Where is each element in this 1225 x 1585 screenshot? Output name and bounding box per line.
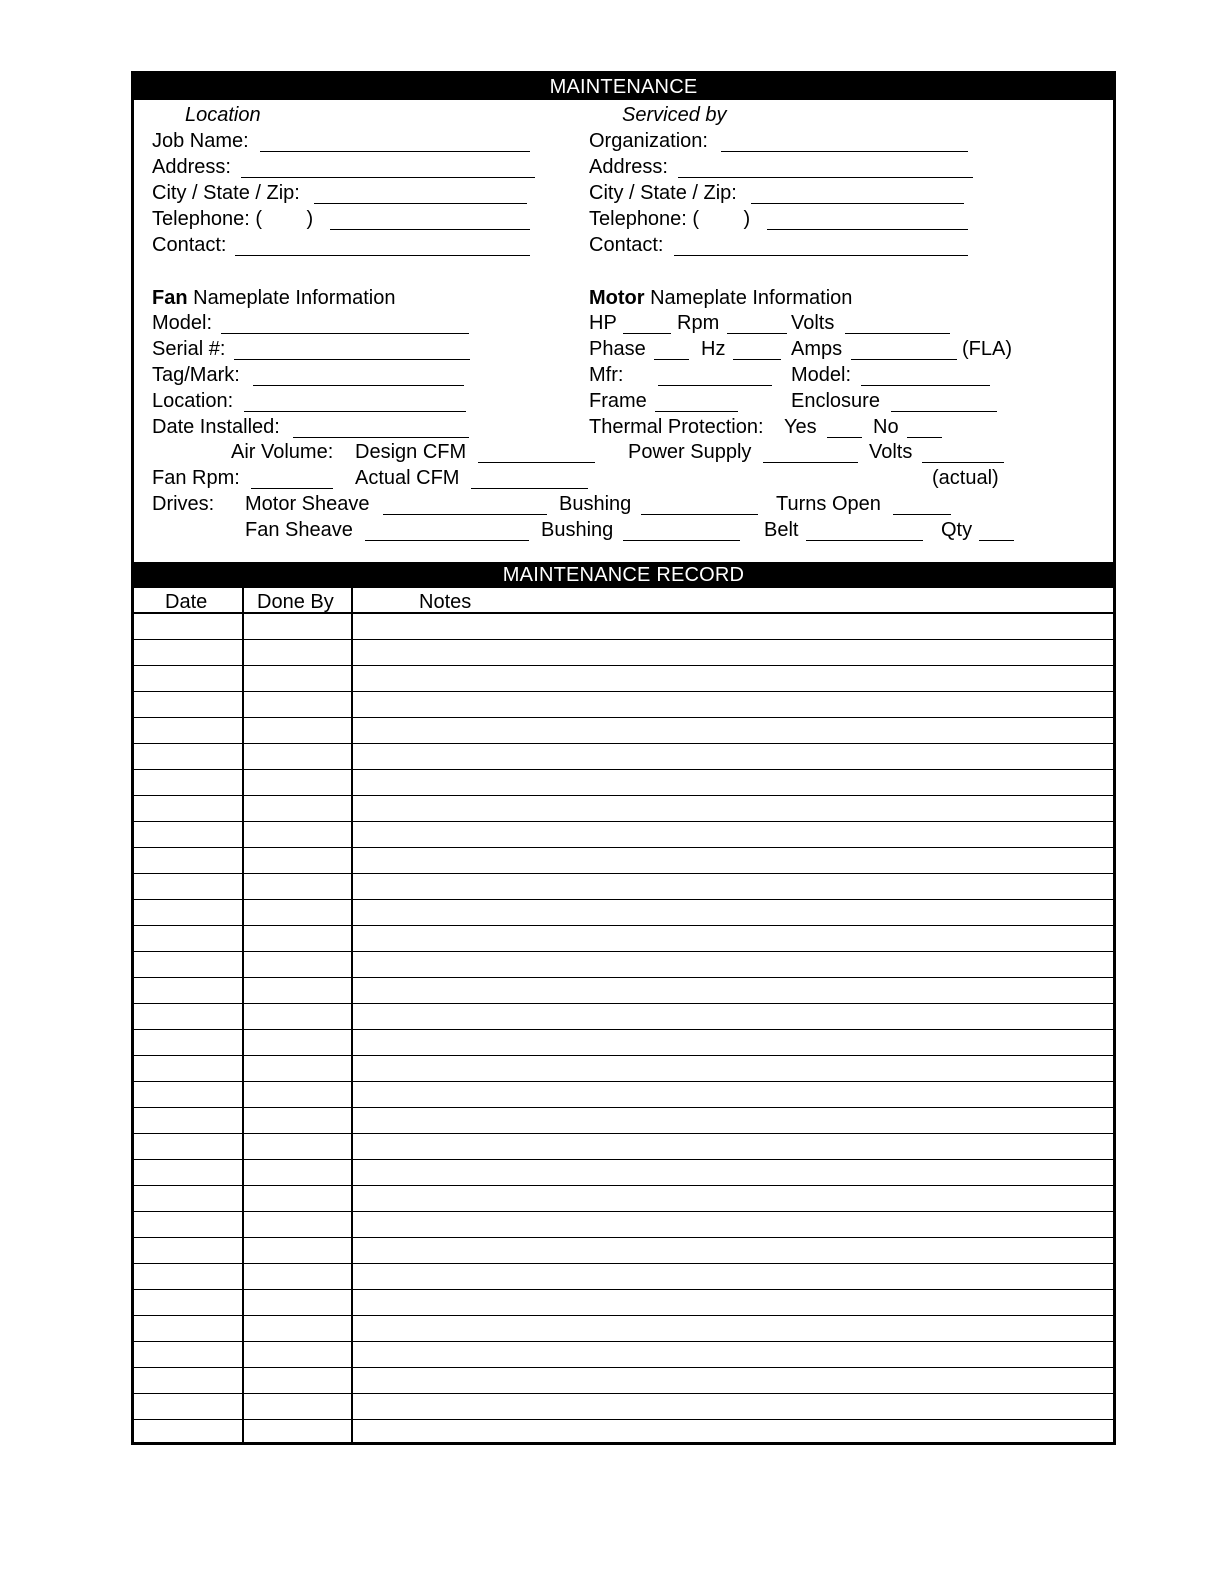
column-header-done-by: Done By (257, 591, 334, 613)
fla-label: (FLA) (962, 338, 1012, 360)
maintenance-form (131, 71, 1116, 1445)
service-city-label: City / State / Zip: (589, 182, 737, 204)
table-row[interactable] (134, 1108, 1113, 1134)
design-cfm-field[interactable] (478, 462, 595, 463)
motor-nameplate-heading (589, 287, 852, 309)
table-row[interactable] (134, 952, 1113, 978)
turns-open-label: Turns Open (776, 493, 881, 515)
table-row[interactable] (134, 1290, 1113, 1316)
fan-rpm-field[interactable] (251, 488, 333, 489)
hp-field[interactable] (623, 333, 671, 334)
fan-sheave-label: Fan Sheave (245, 519, 353, 541)
table-row[interactable] (134, 1186, 1113, 1212)
table-row[interactable] (134, 666, 1113, 692)
table-row[interactable] (134, 770, 1113, 796)
motor-heading-rest: Nameplate Information (644, 287, 853, 309)
table-row[interactable] (134, 1316, 1113, 1342)
table-row[interactable] (134, 1134, 1113, 1160)
mfr-label: Mfr: (589, 364, 624, 386)
frame-label: Frame (589, 390, 647, 412)
maintenance-header: MAINTENANCE (134, 74, 1113, 100)
serial-field[interactable] (234, 359, 470, 360)
volts-label: Volts (791, 312, 835, 334)
motor-heading-bold: Motor (589, 287, 645, 309)
bushing-1-field[interactable] (641, 514, 758, 515)
table-row[interactable] (134, 874, 1113, 900)
table-row[interactable] (134, 1420, 1113, 1446)
table-row[interactable] (134, 978, 1113, 1004)
enclosure-label: Enclosure (791, 390, 880, 412)
belt-label: Belt (764, 519, 799, 541)
qty-label: Qty (941, 519, 973, 541)
service-address-field[interactable] (678, 177, 973, 178)
power-supply-label: Power Supply (628, 441, 752, 463)
thermal-protection-label: Thermal Protection: (589, 416, 764, 438)
power-volts-field[interactable] (922, 462, 1004, 463)
location-heading: Location (185, 104, 261, 126)
column-header-date: Date (165, 591, 208, 613)
actual-cfm-field[interactable] (471, 488, 588, 489)
thermal-yes-field[interactable] (827, 437, 862, 438)
thermal-yes-label: Yes (784, 416, 817, 438)
table-row[interactable] (134, 1082, 1113, 1108)
motor-model-label: Model: (791, 364, 852, 386)
maintenance-record-header: MAINTENANCE RECORD (134, 562, 1113, 588)
fan-sheave-field[interactable] (365, 540, 529, 541)
motor-sheave-field[interactable] (383, 514, 547, 515)
fan-heading-bold: Fan (152, 287, 188, 309)
turns-open-field[interactable] (893, 514, 951, 515)
table-row[interactable] (134, 796, 1113, 822)
table-row[interactable] (134, 900, 1113, 926)
service-telephone-field[interactable] (767, 229, 968, 230)
amps-field[interactable] (851, 359, 957, 360)
hp-label: HP (589, 312, 617, 334)
bushing-2-label: Bushing (541, 519, 614, 541)
hz-field[interactable] (733, 359, 781, 360)
date-installed-field[interactable] (293, 437, 469, 438)
table-row[interactable] (134, 848, 1113, 874)
volts-field[interactable] (845, 333, 950, 334)
table-row[interactable] (134, 1004, 1113, 1030)
drives-label: Drives: (152, 493, 215, 515)
fan-rpm-label: Fan Rpm: (152, 467, 240, 489)
table-row[interactable] (134, 1056, 1113, 1082)
table-row[interactable] (134, 822, 1113, 848)
power-supply-field[interactable] (763, 462, 858, 463)
fan-model-label: Model: (152, 312, 213, 334)
thermal-no-field[interactable] (907, 437, 942, 438)
location-telephone-field[interactable] (330, 229, 530, 230)
mfr-field[interactable] (658, 385, 772, 386)
fan-location-field[interactable] (244, 411, 466, 412)
fan-nameplate-heading (152, 287, 395, 309)
table-row[interactable] (134, 1212, 1113, 1238)
table-row[interactable] (134, 692, 1113, 718)
job-name-label: Job Name: (152, 130, 249, 152)
service-contact-field[interactable] (674, 255, 968, 256)
fan-location-label: Location: (152, 390, 234, 412)
service-city-field[interactable] (751, 203, 964, 204)
location-telephone-label: Telephone: ( ) (152, 208, 314, 230)
fan-heading-rest: Nameplate Information (187, 287, 396, 309)
service-address-label: Address: (589, 156, 668, 178)
maintenance-record-rows (134, 614, 1113, 1446)
table-row[interactable] (134, 1342, 1113, 1368)
organization-field[interactable] (721, 151, 968, 152)
location-city-field[interactable] (314, 203, 527, 204)
hz-label: Hz (701, 338, 726, 360)
phase-field[interactable] (654, 359, 689, 360)
tag-mark-field[interactable] (253, 385, 464, 386)
service-contact-label: Contact: (589, 234, 664, 256)
location-city-label: City / State / Zip: (152, 182, 300, 204)
rpm-label: Rpm (677, 312, 720, 334)
qty-field[interactable] (979, 540, 1014, 541)
table-row[interactable] (134, 718, 1113, 744)
table-row[interactable] (134, 1368, 1113, 1394)
table-row[interactable] (134, 614, 1113, 640)
serviced-by-heading: Serviced by (622, 104, 727, 126)
frame-field[interactable] (655, 411, 738, 412)
amps-label: Amps (791, 338, 843, 360)
location-address-field[interactable] (241, 177, 535, 178)
bushing-1-label: Bushing (559, 493, 632, 515)
fan-model-field[interactable] (221, 333, 469, 334)
power-volts-label: Volts (869, 441, 913, 463)
table-row[interactable] (134, 640, 1113, 666)
tag-mark-label: Tag/Mark: (152, 364, 240, 386)
table-row[interactable] (134, 1030, 1113, 1056)
actual-label: (actual) (932, 467, 999, 489)
bushing-2-field[interactable] (623, 540, 740, 541)
table-row[interactable] (134, 1238, 1113, 1264)
thermal-no-label: No (873, 416, 899, 438)
column-header-notes: Notes (419, 591, 472, 613)
phase-label: Phase (589, 338, 646, 360)
design-cfm-label: Design CFM (355, 441, 467, 463)
location-contact-label: Contact: (152, 234, 227, 256)
actual-cfm-label: Actual CFM (355, 467, 460, 489)
location-contact-field[interactable] (235, 255, 530, 256)
location-address-label: Address: (152, 156, 231, 178)
table-row[interactable] (134, 1160, 1113, 1186)
service-telephone-label: Telephone: ( ) (589, 208, 751, 230)
belt-field[interactable] (806, 540, 923, 541)
table-row[interactable] (134, 744, 1113, 770)
motor-sheave-label: Motor Sheave (245, 493, 370, 515)
job-name-field[interactable] (260, 151, 530, 152)
serial-label: Serial #: (152, 338, 226, 360)
motor-model-field[interactable] (861, 385, 990, 386)
table-row[interactable] (134, 1394, 1113, 1420)
enclosure-field[interactable] (891, 411, 997, 412)
date-installed-label: Date Installed: (152, 416, 280, 438)
air-volume-label: Air Volume: (231, 441, 334, 463)
rpm-field[interactable] (727, 333, 787, 334)
table-row[interactable] (134, 1264, 1113, 1290)
table-row[interactable] (134, 926, 1113, 952)
organization-label: Organization: (589, 130, 708, 152)
